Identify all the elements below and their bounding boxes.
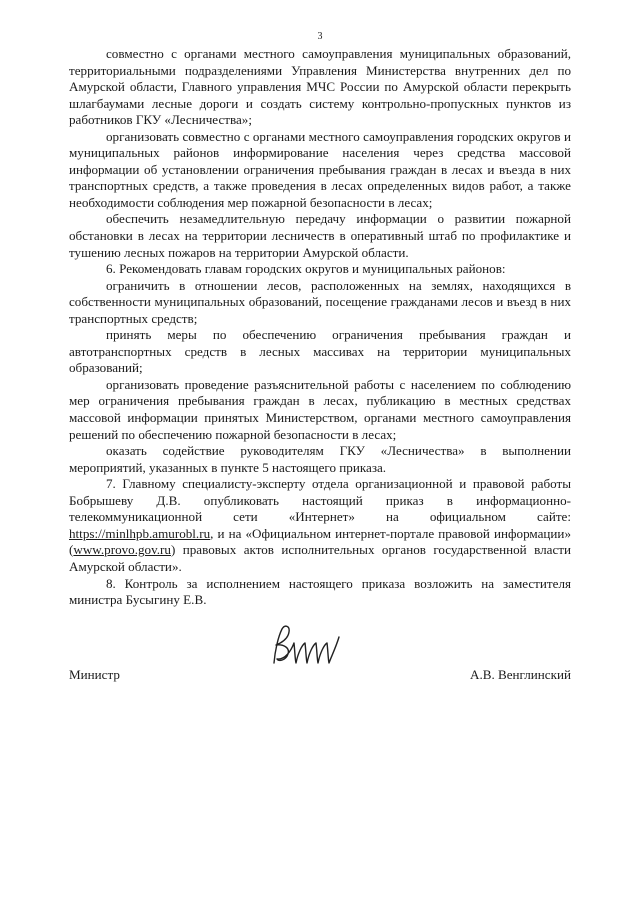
- paragraph: 6. Рекомендовать главам городских округов и муниципальных районов:: [106, 261, 506, 277]
- paragraph: ограничить в отношении лесов, расположенных на землях, находящихся в собственности муниципальных образований, посещение гражданами лесов и въезд в них транспортных средств;: [69, 277, 571, 326]
- page-number: 3: [317, 31, 323, 42]
- paragraph: оказать содействие руководителям ГКУ «Лесничества» в выполнении мероприятий, указанных в пункте 5 настоящего приказа.: [69, 443, 571, 475]
- signatory-title: Министр: [69, 667, 120, 682]
- handwritten-signature: [265, 623, 345, 669]
- paragraph: обеспечить незамедлительную передачу информации о развитии пожарной обстановки в лесах на территории лесничеств в оперативный штаб по профилактике и тушению лесных пожаров на территории Амурской области.: [69, 211, 571, 260]
- paragraph-text: , и на «Официальном интернет-портале правовой информации» (: [69, 525, 571, 558]
- paragraph: совместно с органами местного самоуправления муниципальных образований, территориальными подразделениями Управления Министерства внутренних дел по Амурской области, Главного управления МЧС России по Амурской области перекрыть шлагбаумами лесные дороги и создать систему контрольно-пропускных пунктов из работников ГКУ «Лесничества»;: [69, 46, 571, 128]
- paragraph: организовать проведение разъяснительной работы с населением по соблюдению мер ограничения пребывания граждан в лесах, публикацию в местных средствах массовой информации принятых Министерством, органами местного самоуправления решений по обеспечению пожарной безопасности в лесах;: [69, 376, 571, 442]
- paragraph-publication: [69, 476, 571, 575]
- signatory-name: А.В. Венглинский: [469, 667, 571, 682]
- ministry-site-link[interactable]: https://minlhpb.amurobl.ru: [69, 525, 211, 541]
- legal-portal-link[interactable]: www.provo.gov.ru: [73, 542, 171, 558]
- paragraph: принять меры по обеспечению ограничения пребывания граждан и автотранспортных средств в лесных массивах на территории муниципальных образований;: [69, 327, 571, 376]
- paragraph-text: 7. Главному специалисту-эксперту отдела организационной и правовой работы Бобрышеву Д.В. опубликовать настоящий приказ в информационно-телекоммуникационной сети «Интернет» на официальном сайте:: [69, 476, 571, 525]
- paragraph: организовать совместно с органами местного самоуправления городских округов и муниципальных районов информирование населения через средства массовой информации об установлении ограничения пребывания граждан в лесах и въезда в них транспортных средств, а также проведения в лесах определенных видов работ, а также необходимости соблюдения мер пожарной безопасности в лесах;: [69, 128, 571, 210]
- paragraph: 8. Контроль за исполнением настоящего приказа возложить на заместителя министра Бусыгину Е.В.: [69, 575, 571, 608]
- paragraph-text: ) правовых актов исполнительных органов государственной власти Амурской области».: [69, 542, 571, 574]
- document-body: [69, 46, 571, 609]
- signature-block: [69, 623, 571, 693]
